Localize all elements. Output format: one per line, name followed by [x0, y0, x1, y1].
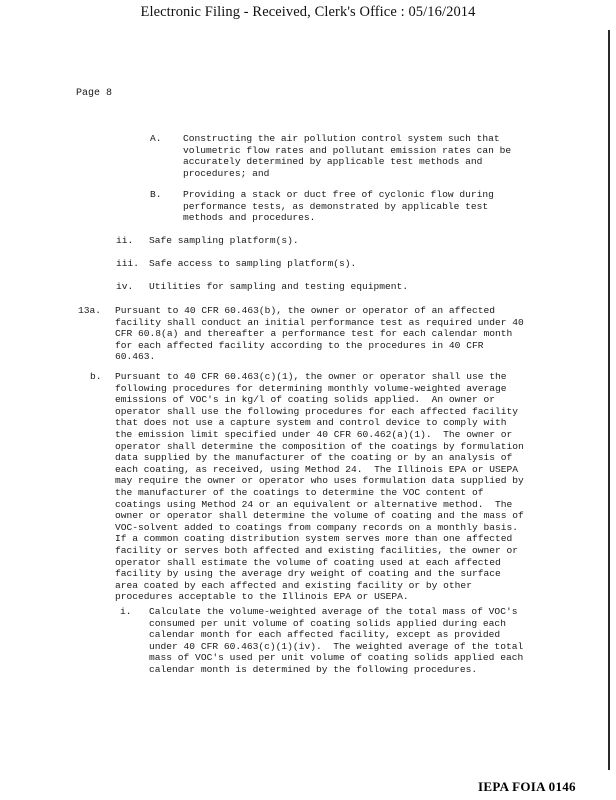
item-a-line-1: Constructing the air pollution control system such that [183, 133, 500, 144]
item-i-line-5: mass of VOC's used per unit volume of coating solids applied each [149, 652, 524, 664]
scan-edge [608, 30, 610, 770]
item-b-lower-line-18: facility by using the average dry weight of coating and the surface [115, 568, 501, 580]
item-b-lower-line-8: data supplied by the manufacturer of the coating or by an analysis of [115, 452, 513, 464]
filing-stamp: Electronic Filing - Received, Clerk's Office : 05/16/2014 [140, 4, 476, 20]
item-b-lower-marker: b. [90, 371, 102, 382]
item-i-line-2: consumed per unit volume of coating solids applied during each [149, 617, 506, 629]
item-13a-line-3: CFR 60.8(a) and thereafter a performance test for each calendar month [115, 328, 513, 340]
item-b-lower-line-9: each coating, as received, using Method 24. The Illinois EPA or USEPA [115, 463, 519, 475]
item-b-lower-line-10: may require the owner or operator who uses formulation data supplied by [115, 475, 524, 487]
item-b-line-2: performance tests, as demonstrated by applicable test [183, 200, 489, 212]
item-b-lower-line-3: emissions of VOC's in kg/l of coating solids applied. An owner or [115, 394, 495, 406]
item-b-lower-line-13: owner or operator shall determine the volume of coating and the mass of [115, 510, 524, 522]
item-13a-line-1: Pursuant to 40 CFR 60.463(b), the owner or operator of an affected [115, 305, 495, 316]
item-13a-line-2: facility shall conduct an initial performance test as required under 40 [115, 316, 524, 328]
item-i-marker: i. [120, 606, 132, 617]
item-b-lower-line-20: procedures acceptable to the Illinois EPA or USEPA. [115, 591, 409, 603]
item-b-lower-line-11: the manufacturer of the coatings to determine the VOC content of [115, 487, 484, 498]
item-i-line-4: under 40 CFR 60.463(c)(1)(iv). The weighted average of the total [149, 640, 524, 652]
item-ii-marker: ii. [116, 235, 134, 246]
item-i-line-3: calendar month for each affected facility, except as provided [149, 629, 501, 641]
item-13a-line-4: for each affected facility according to the procedures in 40 CFR [115, 339, 484, 351]
item-b-lower-line-1: Pursuant to 40 CFR 60.463(c)(1), the owner or operator shall use the [115, 371, 507, 382]
item-b-lower-line-15: If a common coating distribution system serves more than one affected [115, 533, 513, 545]
page-label: Page 8 [76, 88, 113, 99]
item-iv-marker: iv. [116, 281, 134, 292]
item-13a-line-5: 60.463. [115, 351, 156, 363]
item-b-lower-line-7: operator shall determine the composition of the coatings by formulation [115, 440, 524, 452]
item-b-lower-line-4: operator shall use the following procedures for each affected facility [115, 405, 519, 417]
item-a-marker: A. [150, 133, 162, 144]
item-13a-marker: 13a. [78, 305, 102, 316]
item-b-marker: B. [150, 189, 162, 200]
item-a-line-4: procedures; and [183, 167, 270, 179]
item-b-lower-line-19: area coated by each affected and existing facility or by other [115, 579, 472, 591]
item-i-line-1: Calculate the volume-weighted average of the total mass of VOC's [149, 606, 518, 617]
item-b-lower-line-2: following procedures for determining monthly volume-weighted average [115, 382, 507, 394]
item-b-lower-line-12: coatings using Method 24 or an equivalent or alternative method. The [115, 498, 513, 510]
item-ii-text: Safe sampling platform(s). [149, 235, 299, 246]
item-a-line-3: accurately determined by applicable test methods and [183, 156, 483, 168]
item-b-lower-line-6: the emission limit specified under 40 CFR 60.462(a)(1). The owner or [115, 429, 513, 440]
item-b-lower-line-16: facility or serves both affected and existing facilities, the owner or [115, 545, 519, 556]
item-b-line-1: Providing a stack or duct free of cyclonic flow during [183, 189, 494, 200]
item-i-line-6: calendar month is determined by the following procedures. [149, 664, 478, 675]
item-iii-text: Safe access to sampling platform(s). [149, 258, 357, 269]
item-b-line-3: methods and procedures. [183, 212, 316, 224]
item-b-lower-line-14: VOC-solvent added to coatings from company records on a monthly basis. [115, 521, 519, 533]
item-iv-text: Utilities for sampling and testing equipment. [149, 281, 409, 292]
item-a-line-2: volumetric flow rates and pollutant emission rates can be [183, 144, 512, 156]
item-b-lower-line-5: that does not use a capture system and control device to comply with [115, 417, 507, 429]
item-iii-marker: iii. [116, 258, 140, 269]
item-b-lower-line-17: operator shall estimate the volume of coating used at each affected [115, 556, 501, 568]
bates-number: IEPA FOIA 0146 [478, 779, 576, 794]
